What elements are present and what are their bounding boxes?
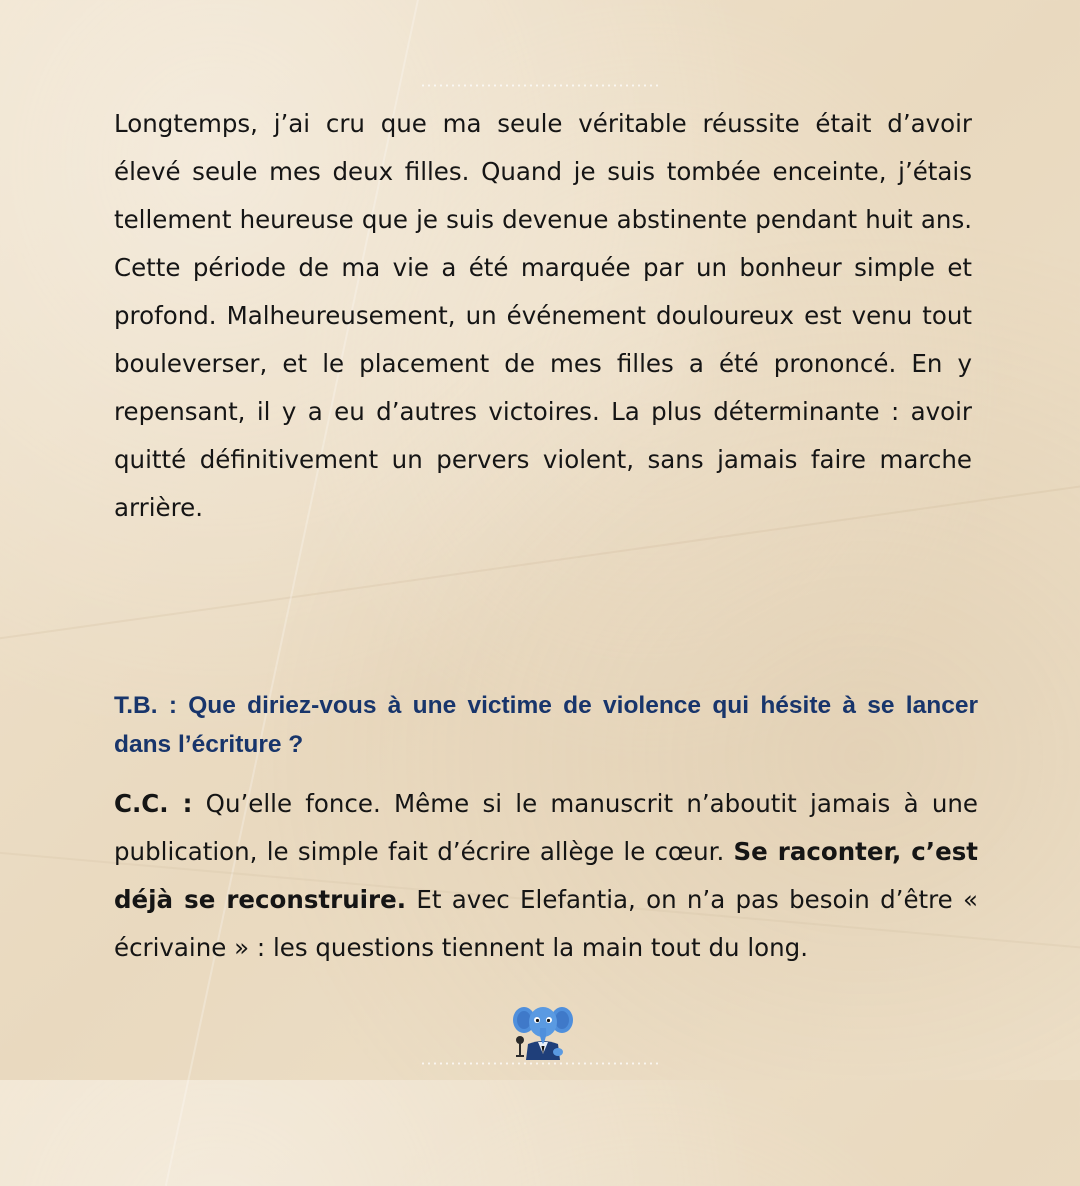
elephant-mascot-icon — [512, 1002, 574, 1060]
answer-speaker: C.C. : — [114, 789, 193, 818]
intro-paragraph: Longtemps, j’ai cru que ma seule véritable réussite était d’avoir élevé seule mes deux filles. Quand je suis tombée enceinte, j’étais tellement heureuse que je suis devenue abstinente pendant huit ans. Cette période de ma vie a été marquée par un bonheur simple et profond. Malheureusement, un événement douloureux est venu tout bouleverser, et le placement de mes filles a été prononcé. En y repensant, il y a eu d’autres victoires. La plus déterminante : avoir quitté définitivement un pervers violent, sans jamais faire marche arrière. — [114, 109, 972, 522]
answer-emphasis: Se raconter, c’est déjà se reconstruire. — [114, 837, 978, 914]
answer-text-part-2: Et avec Elefantia, on n’a pas besoin d’être « écrivaine » : les questions tiennent la main tout du long. — [114, 885, 979, 962]
decorative-dotted-line-bottom — [420, 1062, 660, 1065]
decorative-dotted-line-top — [420, 84, 660, 87]
answer-text-part-1: Qu’elle fonce. Même si le manuscrit n’aboutit jamais à une publication, le simple fait d’écrire allège le cœur. — [114, 789, 978, 866]
interview-question: T.B. : Que diriez-vous à une victime de violence qui hésite à se lancer dans l’écriture ? — [114, 692, 978, 758]
interview-answer — [114, 780, 978, 972]
